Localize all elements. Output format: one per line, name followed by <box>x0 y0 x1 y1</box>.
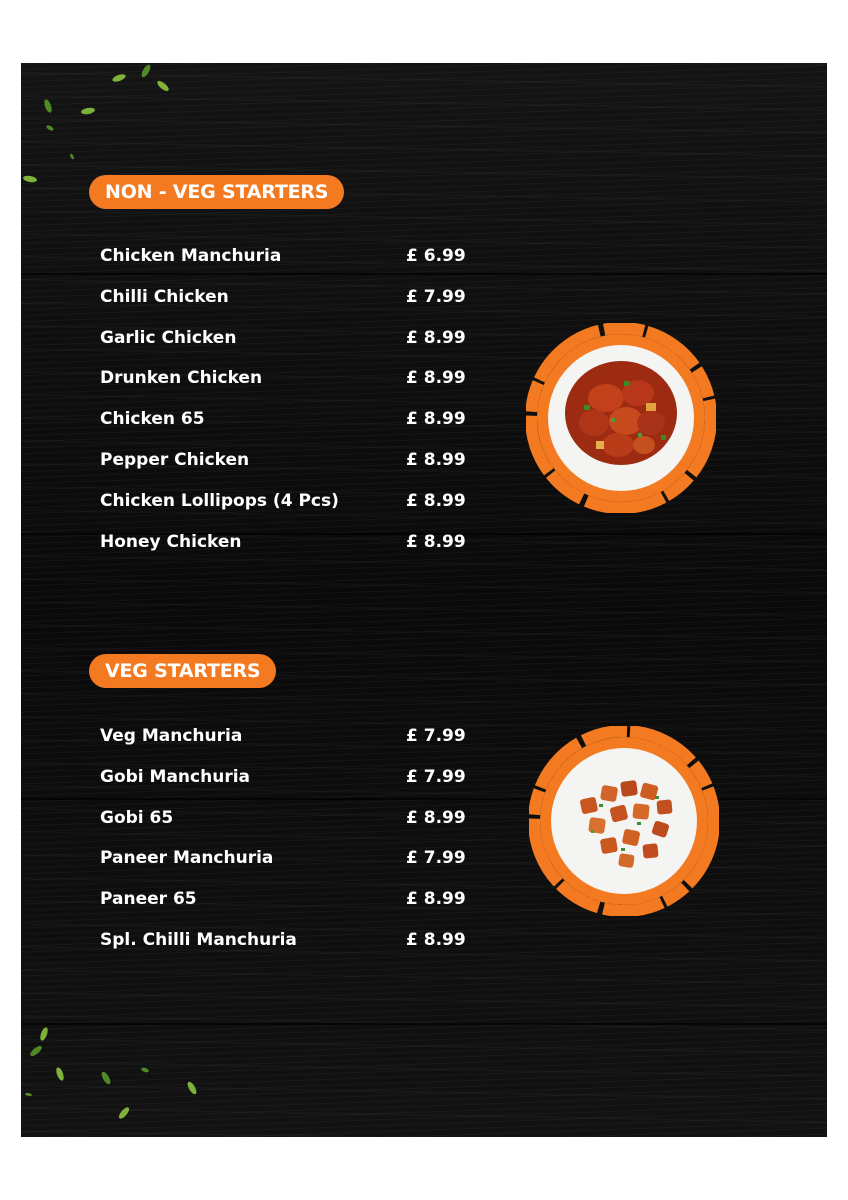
menu-item <box>100 409 480 450</box>
item-price: £ 8.99 <box>406 889 466 910</box>
menu-item <box>100 246 480 287</box>
item-price: £ 8.99 <box>406 368 466 389</box>
menu-item <box>100 930 480 971</box>
item-name: Chicken 65 <box>100 409 205 430</box>
leaf-icon <box>39 1026 49 1041</box>
menu-item <box>100 328 480 369</box>
menu-item <box>100 368 480 409</box>
item-price: £ 7.99 <box>406 286 466 307</box>
item-name: Paneer Manchuria <box>100 848 274 869</box>
item-name: Pepper Chicken <box>100 449 250 470</box>
item-price: £ 7.99 <box>406 726 466 746</box>
leaf-icon <box>29 1044 44 1058</box>
section-title-non-veg: NON - VEG STARTERS <box>89 175 344 209</box>
item-name: Veg Manchuria <box>100 726 243 746</box>
item-price: £ 8.99 <box>406 807 466 828</box>
chicken-dish-image <box>526 323 716 513</box>
item-price: £ 8.99 <box>406 449 466 470</box>
menu-item <box>100 287 480 328</box>
leaf-icon <box>25 1092 32 1096</box>
menu-item <box>100 726 480 767</box>
menu-item <box>100 767 480 808</box>
item-name: Chicken Lollipops (4 Pcs) <box>100 490 339 511</box>
leaf-icon <box>81 107 96 115</box>
leaf-icon <box>46 124 55 131</box>
non-veg-item-list <box>100 246 480 572</box>
menu-item <box>100 889 480 930</box>
item-price: £ 8.99 <box>406 929 466 950</box>
menu-item <box>100 450 480 491</box>
menu-item <box>100 808 480 849</box>
section-title-veg: VEG STARTERS <box>89 654 276 688</box>
item-name: Paneer 65 <box>100 889 197 910</box>
item-name: Gobi Manchuria <box>100 766 251 787</box>
item-price: £ 8.99 <box>406 409 466 430</box>
veg-item-list <box>100 726 480 971</box>
item-name: Spl. Chilli Manchuria <box>100 929 297 950</box>
item-name: Garlic Chicken <box>100 327 237 348</box>
item-name: Honey Chicken <box>100 531 242 552</box>
leaf-icon <box>23 175 38 183</box>
leaf-icon <box>55 1066 65 1081</box>
item-price: £ 8.99 <box>406 531 466 552</box>
item-price: £ 6.99 <box>406 246 466 266</box>
leaf-icon <box>111 73 126 83</box>
item-name: Gobi 65 <box>100 807 174 828</box>
leaf-icon <box>100 1070 112 1085</box>
menu-page <box>21 63 827 1137</box>
menu-item <box>100 491 480 532</box>
item-name: Chicken Manchuria <box>100 246 282 266</box>
menu-item <box>100 848 480 889</box>
leaf-icon <box>141 1067 150 1073</box>
item-price: £ 8.99 <box>406 490 466 511</box>
item-name: Drunken Chicken <box>100 368 263 389</box>
leaf-icon <box>69 153 75 160</box>
menu-item <box>100 532 480 573</box>
item-price: £ 7.99 <box>406 766 466 787</box>
leaf-icon <box>140 63 152 78</box>
item-price: £ 7.99 <box>406 848 466 869</box>
item-price: £ 8.99 <box>406 327 466 348</box>
wood-seam <box>21 1023 827 1025</box>
leaf-icon <box>43 98 53 113</box>
leaf-icon <box>117 1106 131 1121</box>
paneer-dish-image <box>529 726 719 916</box>
leaf-icon <box>156 79 171 93</box>
leaf-icon <box>186 1080 198 1095</box>
item-name: Chilli Chicken <box>100 286 229 307</box>
